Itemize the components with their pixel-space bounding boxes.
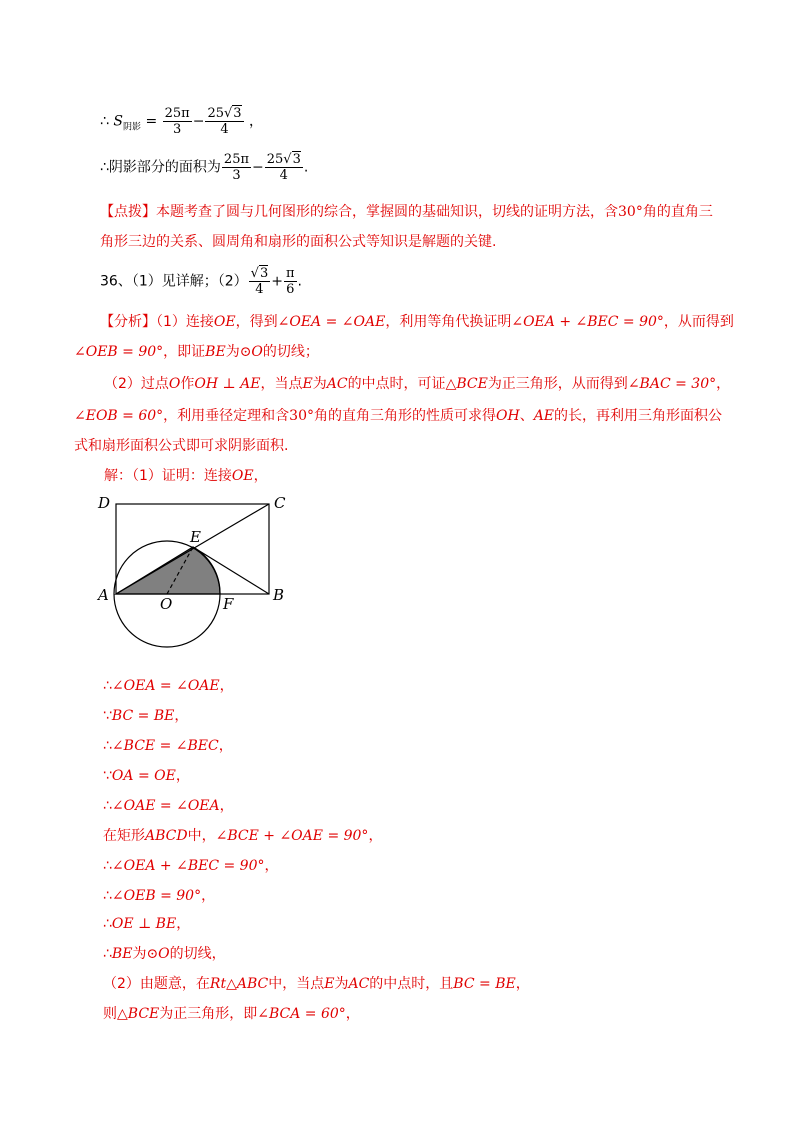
label-f: F (223, 595, 234, 613)
equals-sign: = (145, 113, 158, 130)
analysis-line-5: 式和扇形面积公式即可求阴影面积. (74, 438, 289, 454)
proof-step: ∴OE ⊥ BE， (103, 916, 191, 932)
label-b: B (273, 586, 285, 604)
proof-step: ∴∠OEA + ∠BEC = 90°， (103, 858, 279, 874)
analysis-tag: 【分析】 (100, 314, 156, 330)
proof-step: ∵OA = OE， (103, 768, 190, 784)
part2-line-1: （2）由题意，在Rt△ABC中，当点E为AC的中点时，且BC = BE， (103, 976, 530, 992)
solution-heading: 解：（1）证明：连接OE， (104, 468, 268, 484)
proof-step: ∴BE为⊙O的切线， (103, 946, 226, 962)
part2-line-2: 则△BCE为正三角形，即∠BCA = 60°， (103, 1006, 360, 1022)
area-symbol: S (113, 113, 123, 130)
label-d: D (98, 494, 111, 512)
analysis-line-4: ∠EOB = 60°，利用垂径定理和含30°角的直角三角形的性质可求得OH、AE的长，再利用三角形面积公 (74, 408, 723, 424)
minus-sign: − (252, 159, 264, 176)
area-subscript: 阴影 (122, 122, 141, 133)
proof-step: ∴∠OEB = 90°， (103, 888, 216, 904)
fraction-1: $\frac{25\pi}{3}$ (223, 152, 250, 183)
hint-line-1: 【点拨】本题考查了圆与几何图形的综合，掌握圆的基础知识，切线的证明方法，含30°角的直角三 (100, 204, 713, 220)
proof-step: ∴∠OAE = ∠OEA， (103, 798, 234, 814)
therefore-symbol: ∴ (100, 113, 109, 130)
label-e: E (190, 528, 201, 546)
hint-line-2: 角形三边的关系、圆周角和扇形的面积公式等知识是解题的关键. (100, 234, 497, 250)
comma: ， (249, 113, 264, 130)
label-c: C (274, 494, 286, 512)
area-formula-line (100, 106, 263, 138)
minus-sign: − (192, 113, 205, 130)
fraction-2: $\frac{25√3}{4}$ (207, 106, 242, 137)
proof-step: ∴∠OEA = ∠OAE， (103, 678, 234, 694)
label-o: O (160, 595, 173, 613)
fraction-1: $\frac{25\pi}{3}$ (164, 106, 190, 137)
fraction-2: $\frac{25√3}{4}$ (266, 152, 301, 183)
label-a: A (98, 586, 109, 604)
geometry-figure (90, 488, 300, 658)
proof-step: 在矩形ABCD中，∠BCE + ∠OAE = 90°， (103, 828, 383, 844)
question-36-label: 36、（1）见详解；（2） (100, 273, 248, 290)
area-result-line: ∴阴影部分的面积为 $\frac{25\pi}{3}$ − $\frac{25√3}{4}$ . (100, 152, 309, 183)
analysis-line-1: 【分析】（1）连接OE，得到∠OEA = ∠OAE，利用等角代换证明∠OEA + ∠BEC = 90°，从而得到 (100, 314, 734, 330)
analysis-line-2: ∠OEB = 90°，即证BE为⊙O的切线； (74, 344, 319, 360)
question-36-answer: 36、（1）见详解；（2） $\frac{√3}{4}$ + $\frac{\pi}{6}$ . (100, 266, 302, 297)
area-result-text: ∴阴影部分的面积为 (100, 159, 221, 176)
analysis-line-3: （2）过点O作OH ⊥ AE，当点E为AC的中点时，可证△BCE为正三角形，从而得到∠BAC = 30°， (104, 376, 731, 392)
hint-tag: 【点拨】 (100, 204, 156, 220)
proof-step: ∵BC = BE， (103, 708, 189, 724)
proof-step: ∴∠BCE = ∠BEC， (103, 738, 233, 754)
